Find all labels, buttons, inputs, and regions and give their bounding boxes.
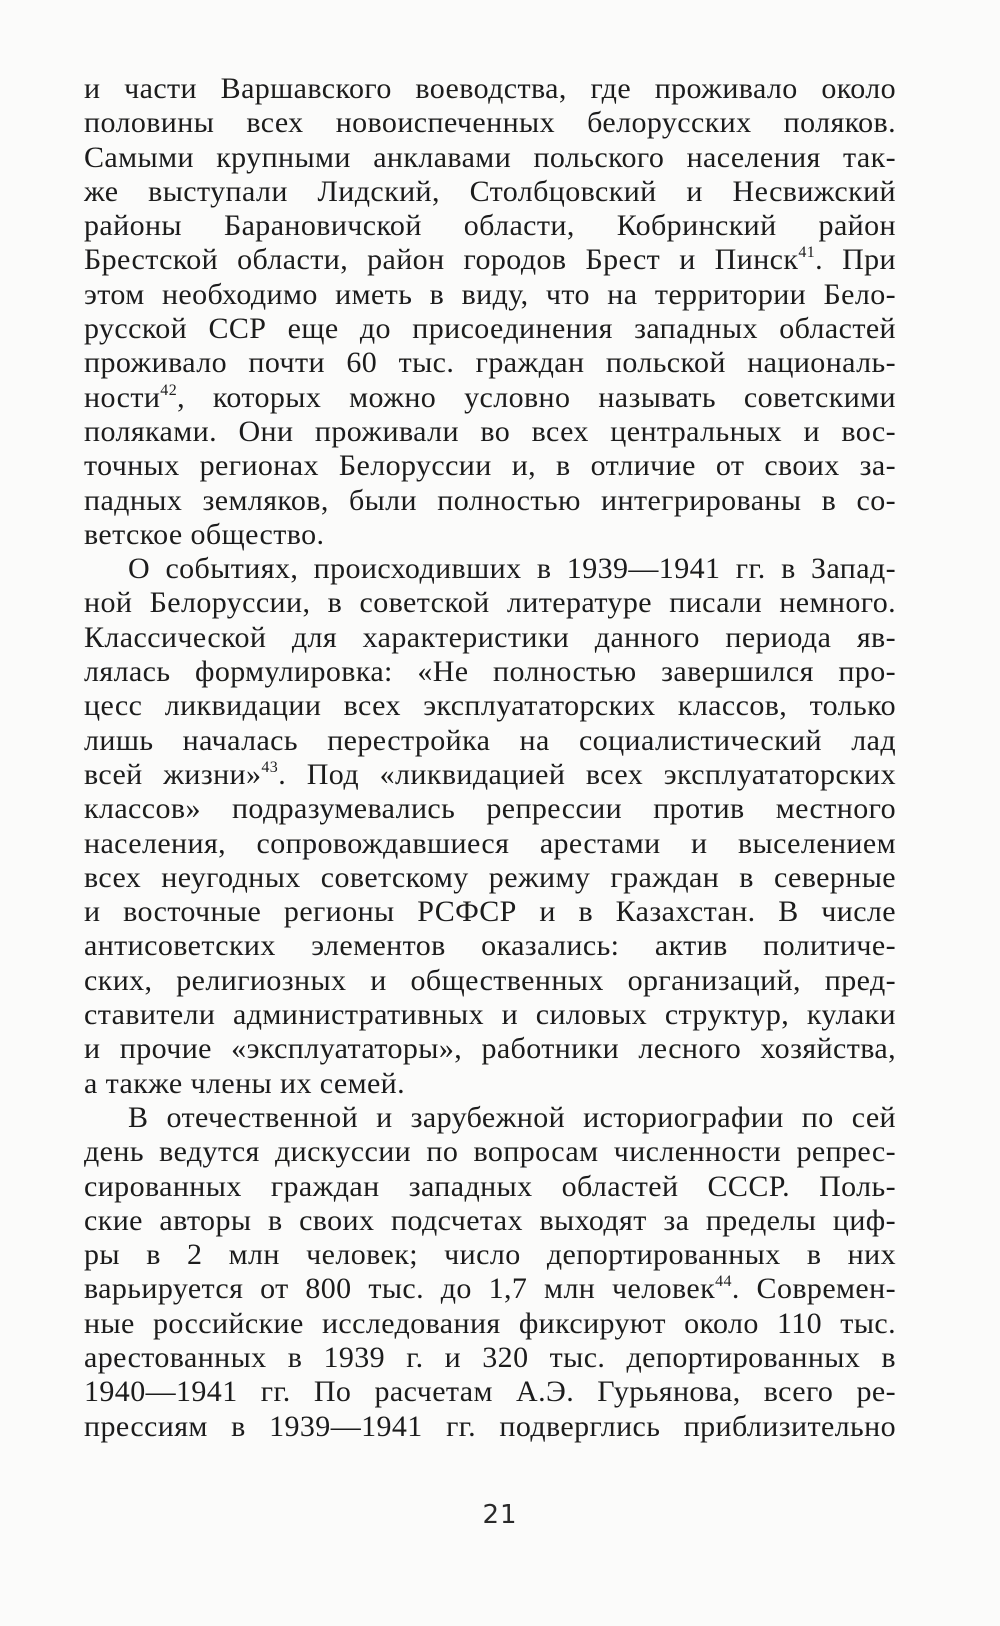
- text-line: день ведутся дискуссии по вопросам численности репрес-: [84, 1135, 896, 1169]
- text-line: 1940—1941 гг. По расчетам А.Э. Гурьянова, всего ре-: [84, 1375, 896, 1409]
- text-line: всех неугодных советскому режиму граждан в северные: [84, 860, 896, 894]
- text-line: ских, религиозных и общественных организаций, пред-: [84, 963, 896, 997]
- text-line: [84, 381, 896, 415]
- body-text: [84, 72, 896, 1444]
- text-line: и части Варшавского воеводства, где проживало около: [84, 72, 896, 105]
- line-text: . При: [815, 243, 896, 277]
- text-line: лишь началась перестройка на социалистический лад: [84, 723, 896, 757]
- text-line: половины всех новоиспеченных белорусских поляков.: [84, 106, 896, 140]
- text-line: арестованных в 1939 г. и 320 тыс. депортированных в: [84, 1340, 896, 1374]
- text-line: районы Барановичской области, Кобринский район: [84, 209, 896, 243]
- text-line: же выступали Лидский, Столбцовский и Несвижский: [84, 174, 896, 208]
- text-line: ной Белоруссии, в советской литературе писали немного.: [84, 586, 896, 620]
- footnote-ref: 41: [798, 244, 816, 262]
- text-line: ставители административных и силовых структур, кулаки: [84, 998, 896, 1032]
- text-line: ветское общество.: [84, 517, 325, 551]
- line-text: . Современ-: [731, 1272, 896, 1306]
- text-line: классов» подразумевались репрессии против местного: [84, 792, 896, 826]
- text-line: В отечественной и зарубежной историографии по сей: [128, 1100, 896, 1134]
- line-text: . Под «ликвидацией всех эксплуататорских: [278, 757, 896, 791]
- line-text: Брестской области, район городов Брест и Пинск: [84, 243, 799, 277]
- text-line: Самыми крупными анклавами польского населения так-: [84, 140, 896, 174]
- text-line: населения, сопровождавшиеся арестами и выселением: [84, 826, 896, 860]
- text-line: [84, 758, 896, 792]
- line-text: ности: [84, 380, 161, 414]
- text-line: а также члены их семей.: [84, 1066, 406, 1100]
- text-line: падных земляков, были полностью интегрированы в со-: [84, 483, 896, 517]
- text-line: проживало почти 60 тыс. граждан польской националь-: [84, 346, 896, 380]
- footnote-ref: 43: [261, 758, 279, 776]
- text-line: поляками. Они проживали во всех центральных и вос-: [84, 414, 896, 448]
- text-line: [84, 1272, 896, 1306]
- line-text: , которых можно условно называть советскими: [177, 380, 896, 414]
- text-line: цесс ликвидации всех эксплуататорских классов, только: [84, 689, 896, 723]
- page-number: 21: [482, 1500, 518, 1530]
- text-line: сированных граждан западных областей СССР. Поль-: [84, 1169, 896, 1203]
- text-line: [84, 243, 896, 277]
- text-line: лялась формулировка: «Не полностью завершился про-: [84, 655, 896, 689]
- text-line: ные российские исследования фиксируют около 110 тыс.: [84, 1306, 896, 1340]
- footnote-ref: 44: [715, 1273, 732, 1291]
- text-line: этом необходимо иметь в виду, что на территории Бело-: [84, 277, 896, 311]
- line-text: всей жизни»: [84, 757, 262, 791]
- text-line: и восточные регионы РСФСР и в Казахстан. В числе: [84, 895, 896, 929]
- text-line: точных регионах Белоруссии и, в отличие от своих за-: [84, 449, 896, 483]
- line-text: варьируется от 800 тыс. до 1,7 млн человек: [84, 1272, 716, 1306]
- text-line: Классической для характеристики данного периода яв-: [84, 620, 896, 654]
- text-line: антисоветских элементов оказались: актив политиче-: [84, 929, 896, 963]
- text-line: и прочие «эксплуататоры», работники лесного хозяйства,: [84, 1032, 896, 1066]
- text-line: прессиям в 1939—1941 гг. подверглись приблизительно: [84, 1409, 896, 1443]
- text-line: ры в 2 млн человек; число депортированных в них: [84, 1238, 896, 1272]
- text-line: О событиях, происходивших в 1939—1941 гг. в Запад-: [128, 552, 896, 586]
- text-line: ские авторы в своих подсчетах выходят за пределы циф-: [84, 1203, 896, 1237]
- footnote-ref: 42: [160, 381, 178, 399]
- text-line: русской ССР еще до присоединения западных областей: [84, 312, 896, 346]
